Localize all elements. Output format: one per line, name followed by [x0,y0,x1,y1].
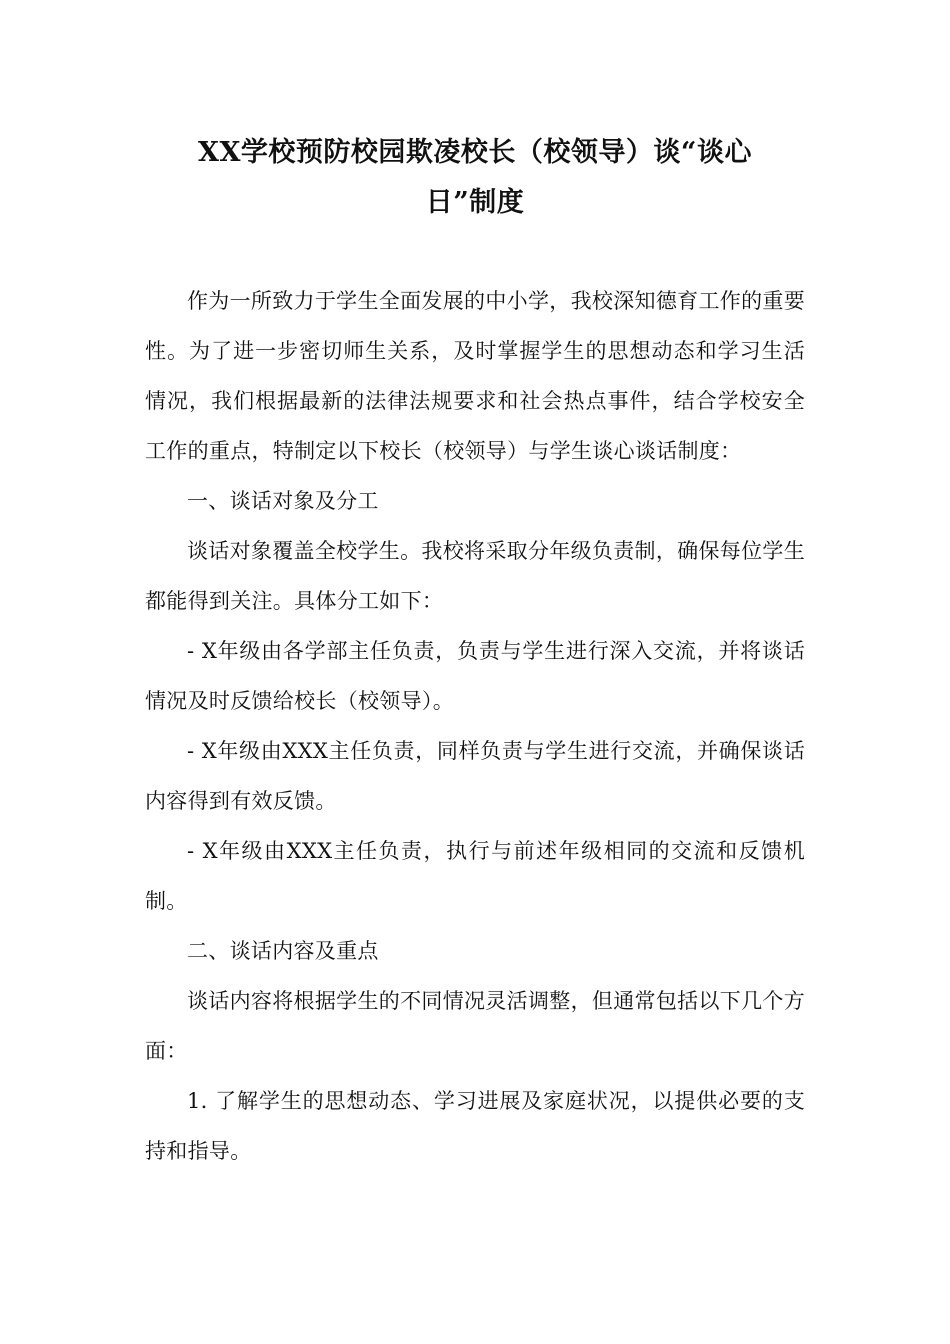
list-item: 1. 了解学生的思想动态、学习进展及家庭状况，以提供必要的支持和指导。 [145,1089,805,1163]
title-line-1: XX学校预防校园欺凌校长（校领导）谈“谈心 [198,137,752,168]
paragraph: 谈话对象覆盖全校学生。我校将采取分年级负责制，确保每位学生都能得到关注。具体分工如下： [145,539,805,613]
intro-paragraph: 作为一所致力于学生全面发展的中小学，我校深知德育工作的重要性。为了进一步密切师生关系，及时掌握学生的思想动态和学习生活情况，我们根据最新的法律法规要求和社会热点事件，结合学校安全工作的重点，特制定以下校长（校领导）与学生谈心谈话制度： [145,289,805,463]
section-heading-1: 一、谈话对象及分工 [187,489,379,513]
list-item: - X年级由XXX主任负责，同样负责与学生进行交流，并确保谈话内容得到有效反馈。 [145,739,805,813]
list-item: - X年级由XXX主任负责，执行与前述年级相同的交流和反馈机制。 [145,839,805,913]
list-item: - X年级由各学部主任负责，负责与学生进行深入交流，并将谈话情况及时反馈给校长（校领导）。 [145,639,805,713]
document-title [145,128,805,228]
title-line-2: 日”制度 [425,187,525,218]
document-body [145,276,805,1176]
section-heading-2: 二、谈话内容及重点 [187,939,379,963]
paragraph: 谈话内容将根据学生的不同情况灵活调整，但通常包括以下几个方面： [145,989,805,1063]
